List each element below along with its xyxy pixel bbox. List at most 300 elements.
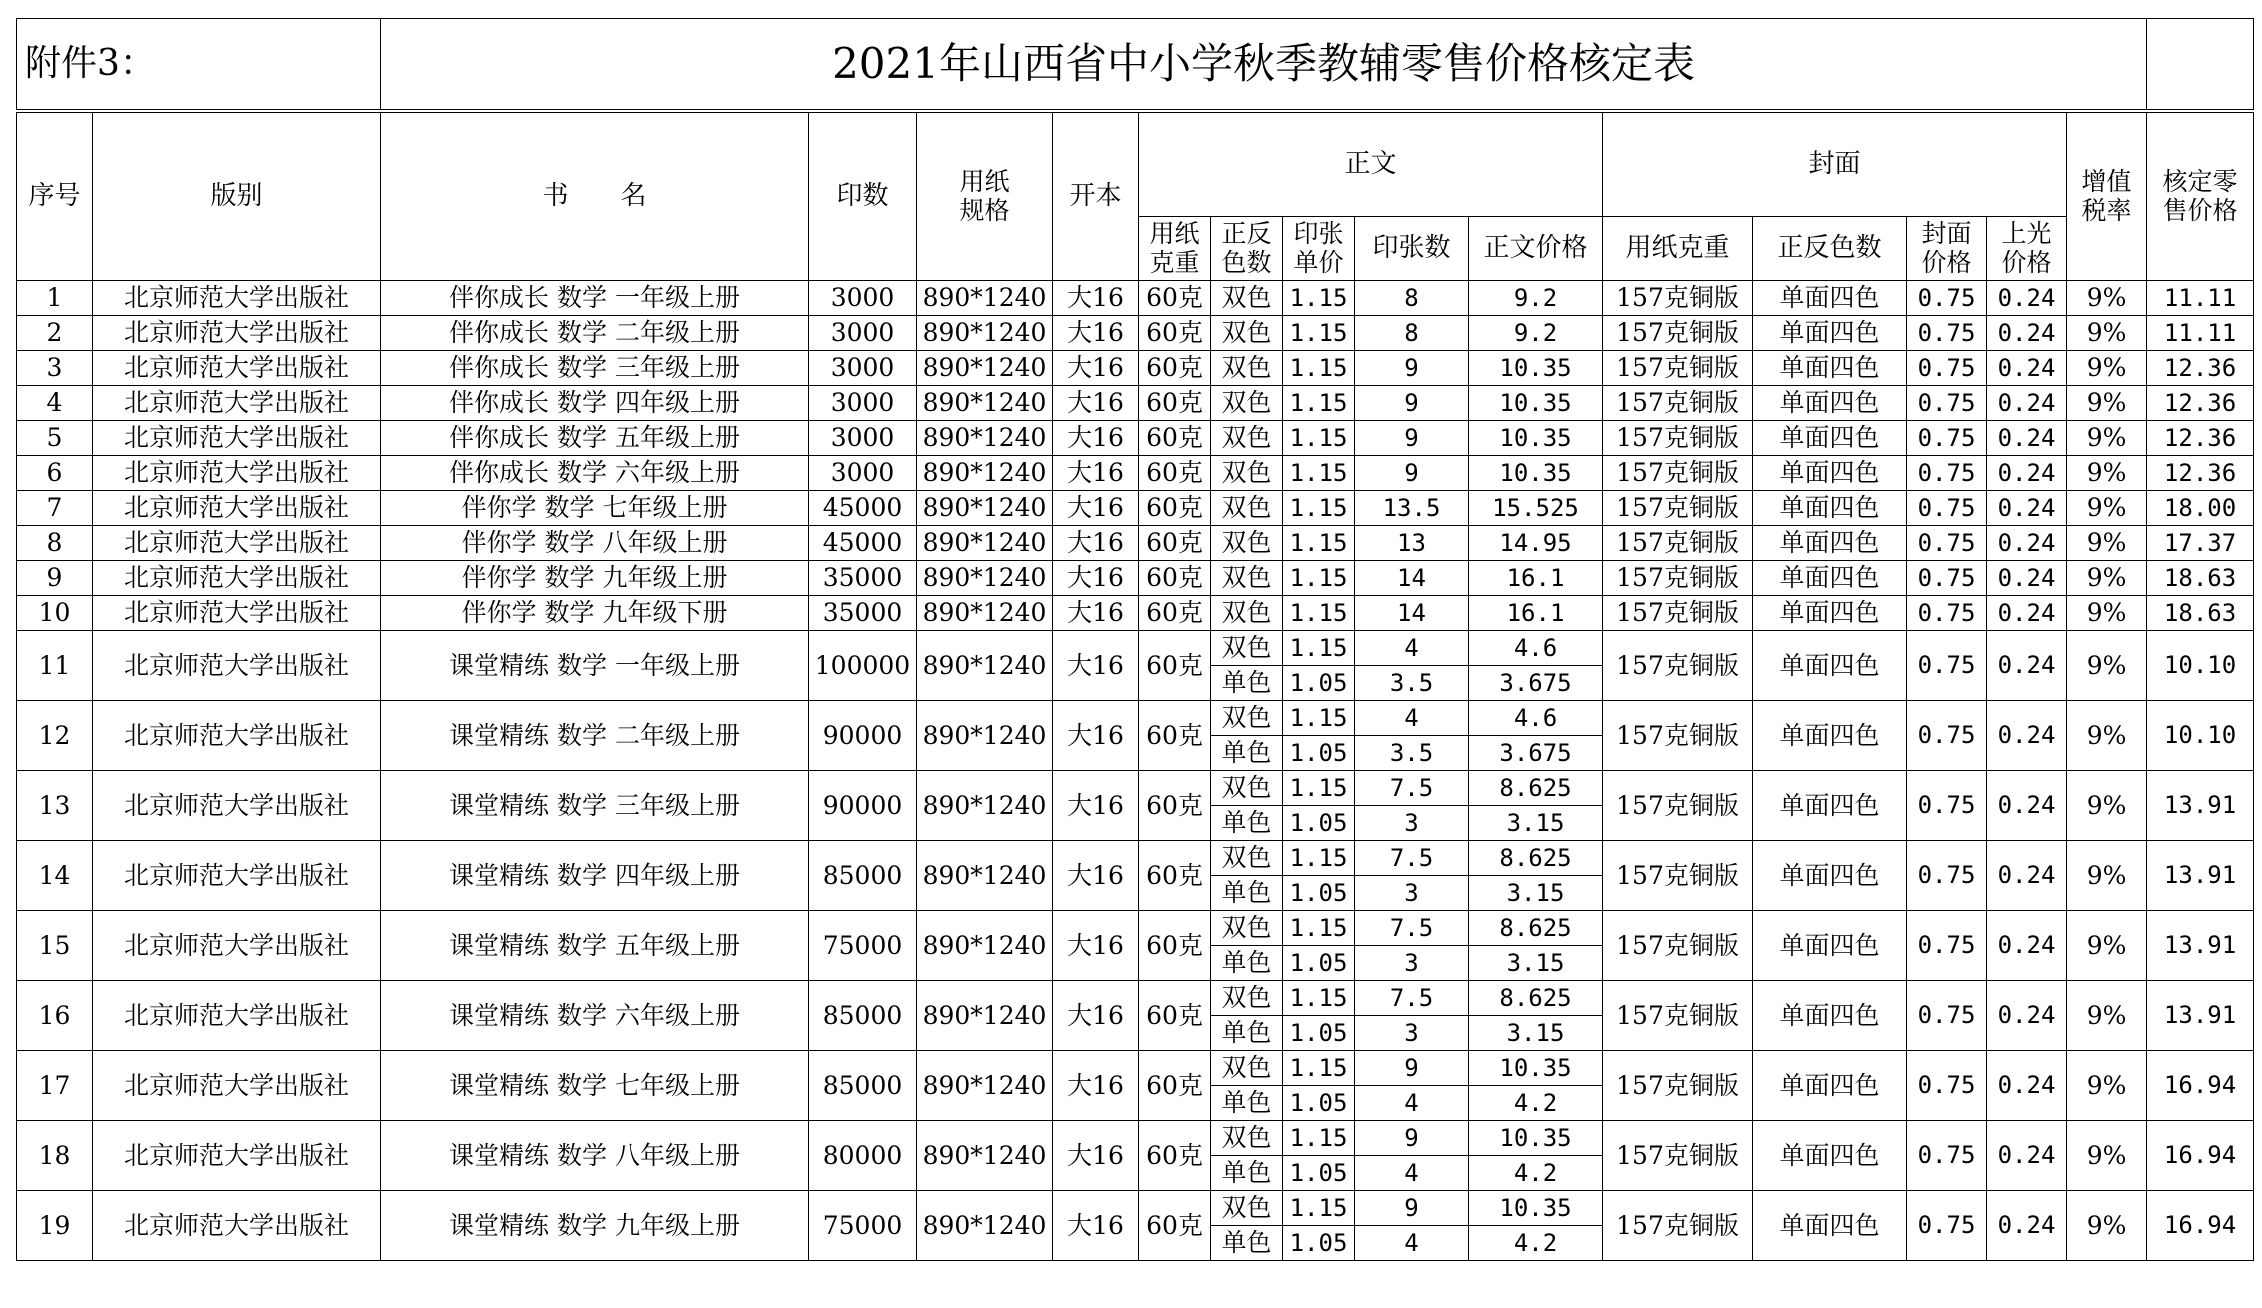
row-cover-paper-weight: 157克铜版 (1603, 491, 1753, 526)
row-publisher: 北京师范大学出版社 (93, 771, 381, 841)
row-cover-paper-weight: 157克铜版 (1603, 701, 1753, 771)
row-seq: 16 (17, 981, 93, 1051)
table-row (17, 841, 2254, 876)
row-body-paper-weight: 60克 (1139, 386, 1211, 421)
price-table-sheet (16, 18, 2253, 1261)
row-print-run: 35000 (809, 561, 917, 596)
row-cover-color: 单面四色 (1753, 351, 1907, 386)
row-retail-price: 16.94 (2147, 1191, 2254, 1261)
header-body-price: 正文价格 (1469, 217, 1603, 281)
attachment-label: 附件3： (17, 19, 381, 110)
row-body-color: 双色 (1211, 631, 1283, 666)
row-cover-price: 0.75 (1907, 911, 1987, 981)
row-publisher: 北京师范大学出版社 (93, 1191, 381, 1261)
table-row (17, 526, 2254, 561)
row-body-price: 10.35 (1469, 1051, 1603, 1086)
row-retail-price: 17.37 (2147, 526, 2254, 561)
row-body-color: 双色 (1211, 1051, 1283, 1086)
row-paper-spec: 890*1240 (917, 491, 1053, 526)
header-retail-price: 核定零 售价格 (2147, 113, 2254, 281)
row-seq: 5 (17, 421, 93, 456)
row-body-color: 单色 (1211, 1086, 1283, 1121)
row-body-color: 双色 (1211, 596, 1283, 631)
row-cover-color: 单面四色 (1753, 596, 1907, 631)
row-body-unit-price: 1.05 (1283, 736, 1355, 771)
row-cover-color: 单面四色 (1753, 526, 1907, 561)
row-cover-paper-weight: 157克铜版 (1603, 1191, 1753, 1261)
row-gloss-price: 0.24 (1987, 526, 2067, 561)
row-vat: 9% (2067, 351, 2147, 386)
row-body-unit-price: 1.15 (1283, 841, 1355, 876)
row-retail-price: 18.63 (2147, 561, 2254, 596)
row-retail-price: 18.00 (2147, 491, 2254, 526)
row-book-title: 课堂精练 数学 三年级上册 (381, 771, 809, 841)
row-format: 大16 (1053, 701, 1139, 771)
row-format: 大16 (1053, 456, 1139, 491)
row-book-title: 伴你成长 数学 一年级上册 (381, 281, 809, 316)
row-cover-color: 单面四色 (1753, 771, 1907, 841)
row-print-run: 80000 (809, 1121, 917, 1191)
row-cover-paper-weight: 157克铜版 (1603, 351, 1753, 386)
table-row (17, 1191, 2254, 1226)
header-book: 书 名 (381, 113, 809, 281)
row-body-price: 3.15 (1469, 876, 1603, 911)
table-row (17, 421, 2254, 456)
row-publisher: 北京师范大学出版社 (93, 386, 381, 421)
row-cover-price: 0.75 (1907, 1191, 1987, 1261)
header-body-color: 正反 色数 (1211, 217, 1283, 281)
row-cover-price: 0.75 (1907, 526, 1987, 561)
row-print-run: 3000 (809, 456, 917, 491)
row-cover-color: 单面四色 (1753, 911, 1907, 981)
row-cover-paper-weight: 157克铜版 (1603, 561, 1753, 596)
row-body-price: 8.625 (1469, 981, 1603, 1016)
row-vat: 9% (2067, 421, 2147, 456)
table-row (17, 281, 2254, 316)
row-body-unit-price: 1.15 (1283, 351, 1355, 386)
row-body-price: 3.15 (1469, 946, 1603, 981)
row-cover-price: 0.75 (1907, 631, 1987, 701)
row-body-sheets: 7.5 (1355, 771, 1469, 806)
row-book-title: 课堂精练 数学 一年级上册 (381, 631, 809, 701)
row-body-paper-weight: 60克 (1139, 456, 1211, 491)
header-format: 开本 (1053, 113, 1139, 281)
row-publisher: 北京师范大学出版社 (93, 491, 381, 526)
table-row (17, 316, 2254, 351)
row-gloss-price: 0.24 (1987, 316, 2067, 351)
row-print-run: 90000 (809, 701, 917, 771)
row-body-sheets: 9 (1355, 1191, 1469, 1226)
row-cover-paper-weight: 157克铜版 (1603, 386, 1753, 421)
row-body-price: 10.35 (1469, 351, 1603, 386)
row-body-color: 单色 (1211, 666, 1283, 701)
row-seq: 13 (17, 771, 93, 841)
row-body-unit-price: 1.15 (1283, 1051, 1355, 1086)
row-body-price: 10.35 (1469, 456, 1603, 491)
row-body-price: 4.6 (1469, 701, 1603, 736)
row-print-run: 45000 (809, 491, 917, 526)
header-cover-paper-weight: 用纸克重 (1603, 217, 1753, 281)
row-body-sheets: 9 (1355, 1121, 1469, 1156)
row-body-sheets: 9 (1355, 1051, 1469, 1086)
row-print-run: 3000 (809, 316, 917, 351)
row-cover-price: 0.75 (1907, 841, 1987, 911)
row-body-price: 3.15 (1469, 1016, 1603, 1051)
row-gloss-price: 0.24 (1987, 421, 2067, 456)
table-row (17, 596, 2254, 631)
row-body-paper-weight: 60克 (1139, 421, 1211, 456)
table-row (17, 1121, 2254, 1156)
row-body-color: 双色 (1211, 421, 1283, 456)
row-body-unit-price: 1.15 (1283, 1121, 1355, 1156)
row-publisher: 北京师范大学出版社 (93, 841, 381, 911)
row-paper-spec: 890*1240 (917, 631, 1053, 701)
row-format: 大16 (1053, 1121, 1139, 1191)
header-body-paper-weight: 用纸 克重 (1139, 217, 1211, 281)
row-body-paper-weight: 60克 (1139, 281, 1211, 316)
row-cover-price: 0.75 (1907, 316, 1987, 351)
row-body-sheets: 9 (1355, 351, 1469, 386)
row-body-color: 单色 (1211, 806, 1283, 841)
row-cover-price: 0.75 (1907, 1121, 1987, 1191)
row-retail-price: 16.94 (2147, 1051, 2254, 1121)
row-vat: 9% (2067, 596, 2147, 631)
row-vat: 9% (2067, 491, 2147, 526)
row-format: 大16 (1053, 981, 1139, 1051)
row-book-title: 伴你学 数学 八年级上册 (381, 526, 809, 561)
row-retail-price: 10.10 (2147, 701, 2254, 771)
row-cover-price: 0.75 (1907, 771, 1987, 841)
row-cover-price: 0.75 (1907, 386, 1987, 421)
row-body-price: 10.35 (1469, 386, 1603, 421)
row-cover-price: 0.75 (1907, 281, 1987, 316)
row-vat: 9% (2067, 561, 2147, 596)
row-seq: 14 (17, 841, 93, 911)
row-publisher: 北京师范大学出版社 (93, 526, 381, 561)
header-gloss-price: 上光 价格 (1987, 217, 2067, 281)
row-body-unit-price: 1.15 (1283, 631, 1355, 666)
row-gloss-price: 0.24 (1987, 1051, 2067, 1121)
row-book-title: 课堂精练 数学 五年级上册 (381, 911, 809, 981)
row-body-price: 9.2 (1469, 281, 1603, 316)
row-gloss-price: 0.24 (1987, 561, 2067, 596)
row-body-sheets: 7.5 (1355, 911, 1469, 946)
row-body-sheets: 4 (1355, 701, 1469, 736)
row-body-paper-weight: 60克 (1139, 491, 1211, 526)
row-cover-paper-weight: 157克铜版 (1603, 316, 1753, 351)
row-book-title: 伴你成长 数学 六年级上册 (381, 456, 809, 491)
table-body (17, 281, 2254, 1261)
row-publisher: 北京师范大学出版社 (93, 911, 381, 981)
row-cover-price: 0.75 (1907, 456, 1987, 491)
row-format: 大16 (1053, 281, 1139, 316)
row-body-unit-price: 1.15 (1283, 771, 1355, 806)
row-body-sheets: 3.5 (1355, 736, 1469, 771)
row-format: 大16 (1053, 1051, 1139, 1121)
row-format: 大16 (1053, 491, 1139, 526)
row-publisher: 北京师范大学出版社 (93, 596, 381, 631)
row-body-price: 8.625 (1469, 841, 1603, 876)
row-paper-spec: 890*1240 (917, 981, 1053, 1051)
row-format: 大16 (1053, 386, 1139, 421)
header-body-group: 正文 (1139, 113, 1603, 217)
row-body-color: 双色 (1211, 1191, 1283, 1226)
row-seq: 19 (17, 1191, 93, 1261)
row-print-run: 85000 (809, 841, 917, 911)
row-print-run: 3000 (809, 351, 917, 386)
row-format: 大16 (1053, 351, 1139, 386)
row-cover-color: 单面四色 (1753, 1121, 1907, 1191)
header-cover-color: 正反色数 (1753, 217, 1907, 281)
row-seq: 18 (17, 1121, 93, 1191)
row-body-sheets: 13 (1355, 526, 1469, 561)
row-paper-spec: 890*1240 (917, 351, 1053, 386)
row-book-title: 课堂精练 数学 二年级上册 (381, 701, 809, 771)
table-row (17, 701, 2254, 736)
row-format: 大16 (1053, 561, 1139, 596)
row-vat: 9% (2067, 771, 2147, 841)
row-body-paper-weight: 60克 (1139, 631, 1211, 701)
title-blank-cell (2147, 19, 2254, 110)
row-cover-paper-weight: 157克铜版 (1603, 1051, 1753, 1121)
row-retail-price: 13.91 (2147, 841, 2254, 911)
row-body-unit-price: 1.15 (1283, 596, 1355, 631)
row-body-unit-price: 1.15 (1283, 456, 1355, 491)
row-body-sheets: 3 (1355, 946, 1469, 981)
row-paper-spec: 890*1240 (917, 911, 1053, 981)
row-seq: 11 (17, 631, 93, 701)
row-print-run: 45000 (809, 526, 917, 561)
row-body-color: 双色 (1211, 771, 1283, 806)
row-body-unit-price: 1.05 (1283, 666, 1355, 701)
row-format: 大16 (1053, 631, 1139, 701)
row-seq: 15 (17, 911, 93, 981)
row-seq: 7 (17, 491, 93, 526)
row-cover-color: 单面四色 (1753, 841, 1907, 911)
table-row (17, 771, 2254, 806)
row-body-unit-price: 1.05 (1283, 1016, 1355, 1051)
table-row (17, 631, 2254, 666)
row-cover-color: 单面四色 (1753, 701, 1907, 771)
price-table (16, 18, 2254, 1261)
row-cover-paper-weight: 157克铜版 (1603, 421, 1753, 456)
row-body-color: 单色 (1211, 1016, 1283, 1051)
row-body-sheets: 3 (1355, 876, 1469, 911)
row-publisher: 北京师范大学出版社 (93, 1121, 381, 1191)
row-print-run: 35000 (809, 596, 917, 631)
row-body-unit-price: 1.15 (1283, 911, 1355, 946)
row-body-price: 3.675 (1469, 736, 1603, 771)
row-cover-paper-weight: 157克铜版 (1603, 456, 1753, 491)
row-book-title: 伴你学 数学 九年级上册 (381, 561, 809, 596)
row-book-title: 伴你学 数学 九年级下册 (381, 596, 809, 631)
row-seq: 3 (17, 351, 93, 386)
row-body-price: 4.2 (1469, 1226, 1603, 1261)
row-paper-spec: 890*1240 (917, 561, 1053, 596)
table-row (17, 981, 2254, 1016)
row-seq: 10 (17, 596, 93, 631)
header-vat: 增值 税率 (2067, 113, 2147, 281)
row-cover-price: 0.75 (1907, 1051, 1987, 1121)
row-body-color: 双色 (1211, 841, 1283, 876)
row-body-sheets: 13.5 (1355, 491, 1469, 526)
row-retail-price: 18.63 (2147, 596, 2254, 631)
row-body-unit-price: 1.05 (1283, 946, 1355, 981)
row-seq: 4 (17, 386, 93, 421)
row-format: 大16 (1053, 316, 1139, 351)
row-body-unit-price: 1.05 (1283, 806, 1355, 841)
row-gloss-price: 0.24 (1987, 841, 2067, 911)
row-cover-color: 单面四色 (1753, 491, 1907, 526)
row-paper-spec: 890*1240 (917, 421, 1053, 456)
row-gloss-price: 0.24 (1987, 386, 2067, 421)
row-format: 大16 (1053, 911, 1139, 981)
row-body-sheets: 7.5 (1355, 981, 1469, 1016)
row-body-unit-price: 1.15 (1283, 281, 1355, 316)
row-cover-price: 0.75 (1907, 561, 1987, 596)
row-cover-price: 0.75 (1907, 596, 1987, 631)
row-body-sheets: 7.5 (1355, 841, 1469, 876)
row-gloss-price: 0.24 (1987, 491, 2067, 526)
row-body-price: 8.625 (1469, 911, 1603, 946)
row-publisher: 北京师范大学出版社 (93, 1051, 381, 1121)
row-body-sheets: 4 (1355, 1086, 1469, 1121)
row-body-sheets: 8 (1355, 281, 1469, 316)
page-title: 2021年山西省中小学秋季教辅零售价格核定表 (381, 19, 2147, 110)
row-vat: 9% (2067, 981, 2147, 1051)
header-print-run: 印数 (809, 113, 917, 281)
row-body-price: 16.1 (1469, 561, 1603, 596)
row-body-sheets: 8 (1355, 316, 1469, 351)
row-body-price: 3.15 (1469, 806, 1603, 841)
row-retail-price: 12.36 (2147, 386, 2254, 421)
row-body-color: 双色 (1211, 281, 1283, 316)
row-cover-color: 单面四色 (1753, 316, 1907, 351)
row-cover-paper-weight: 157克铜版 (1603, 911, 1753, 981)
row-vat: 9% (2067, 386, 2147, 421)
row-seq: 2 (17, 316, 93, 351)
row-publisher: 北京师范大学出版社 (93, 421, 381, 456)
row-gloss-price: 0.24 (1987, 1191, 2067, 1261)
row-paper-spec: 890*1240 (917, 281, 1053, 316)
row-format: 大16 (1053, 771, 1139, 841)
row-cover-color: 单面四色 (1753, 386, 1907, 421)
row-retail-price: 10.10 (2147, 631, 2254, 701)
row-body-color: 双色 (1211, 386, 1283, 421)
row-body-price: 3.675 (1469, 666, 1603, 701)
row-body-color: 单色 (1211, 1226, 1283, 1261)
row-publisher: 北京师范大学出版社 (93, 981, 381, 1051)
row-gloss-price: 0.24 (1987, 456, 2067, 491)
header-seq: 序号 (17, 113, 93, 281)
row-body-paper-weight: 60克 (1139, 701, 1211, 771)
row-paper-spec: 890*1240 (917, 386, 1053, 421)
row-body-sheets: 4 (1355, 1156, 1469, 1191)
row-cover-paper-weight: 157克铜版 (1603, 981, 1753, 1051)
row-seq: 6 (17, 456, 93, 491)
row-gloss-price: 0.24 (1987, 1121, 2067, 1191)
row-print-run: 75000 (809, 1191, 917, 1261)
row-body-color: 单色 (1211, 736, 1283, 771)
row-body-color: 双色 (1211, 316, 1283, 351)
row-vat: 9% (2067, 701, 2147, 771)
row-publisher: 北京师范大学出版社 (93, 316, 381, 351)
row-retail-price: 13.91 (2147, 911, 2254, 981)
row-gloss-price: 0.24 (1987, 631, 2067, 701)
row-body-price: 4.2 (1469, 1156, 1603, 1191)
row-vat: 9% (2067, 316, 2147, 351)
table-row (17, 911, 2254, 946)
row-book-title: 伴你成长 数学 三年级上册 (381, 351, 809, 386)
row-body-color: 双色 (1211, 981, 1283, 1016)
row-cover-paper-weight: 157克铜版 (1603, 631, 1753, 701)
row-book-title: 伴你成长 数学 五年级上册 (381, 421, 809, 456)
row-gloss-price: 0.24 (1987, 701, 2067, 771)
row-body-color: 双色 (1211, 491, 1283, 526)
row-body-unit-price: 1.05 (1283, 1156, 1355, 1191)
row-book-title: 伴你学 数学 七年级上册 (381, 491, 809, 526)
row-book-title: 伴你成长 数学 二年级上册 (381, 316, 809, 351)
row-format: 大16 (1053, 596, 1139, 631)
row-body-paper-weight: 60克 (1139, 1191, 1211, 1261)
row-format: 大16 (1053, 526, 1139, 561)
row-cover-color: 单面四色 (1753, 1191, 1907, 1261)
row-book-title: 课堂精练 数学 七年级上册 (381, 1051, 809, 1121)
table-row (17, 491, 2254, 526)
row-body-paper-weight: 60克 (1139, 981, 1211, 1051)
row-body-price: 16.1 (1469, 596, 1603, 631)
row-body-price: 4.2 (1469, 1086, 1603, 1121)
row-cover-color: 单面四色 (1753, 981, 1907, 1051)
row-cover-color: 单面四色 (1753, 631, 1907, 701)
row-body-paper-weight: 60克 (1139, 351, 1211, 386)
row-body-unit-price: 1.05 (1283, 876, 1355, 911)
row-body-color: 双色 (1211, 561, 1283, 596)
row-body-color: 单色 (1211, 946, 1283, 981)
row-body-sheets: 4 (1355, 1226, 1469, 1261)
row-cover-paper-weight: 157克铜版 (1603, 771, 1753, 841)
row-vat: 9% (2067, 911, 2147, 981)
row-cover-paper-weight: 157克铜版 (1603, 841, 1753, 911)
row-cover-price: 0.75 (1907, 981, 1987, 1051)
row-paper-spec: 890*1240 (917, 1121, 1053, 1191)
row-book-title: 课堂精练 数学 六年级上册 (381, 981, 809, 1051)
row-seq: 9 (17, 561, 93, 596)
row-publisher: 北京师范大学出版社 (93, 631, 381, 701)
row-body-unit-price: 1.15 (1283, 526, 1355, 561)
header-body-sheets: 印张数 (1355, 217, 1469, 281)
header-publisher: 版别 (93, 113, 381, 281)
row-vat: 9% (2067, 841, 2147, 911)
row-body-paper-weight: 60克 (1139, 771, 1211, 841)
row-body-paper-weight: 60克 (1139, 1051, 1211, 1121)
row-gloss-price: 0.24 (1987, 281, 2067, 316)
row-cover-color: 单面四色 (1753, 281, 1907, 316)
row-body-unit-price: 1.15 (1283, 981, 1355, 1016)
row-body-color: 单色 (1211, 876, 1283, 911)
row-vat: 9% (2067, 1191, 2147, 1261)
row-vat: 9% (2067, 456, 2147, 491)
row-body-color: 双色 (1211, 701, 1283, 736)
row-publisher: 北京师范大学出版社 (93, 456, 381, 491)
row-body-unit-price: 1.15 (1283, 1191, 1355, 1226)
row-body-sheets: 9 (1355, 456, 1469, 491)
row-vat: 9% (2067, 631, 2147, 701)
row-seq: 17 (17, 1051, 93, 1121)
row-body-sheets: 9 (1355, 386, 1469, 421)
row-body-paper-weight: 60克 (1139, 316, 1211, 351)
row-paper-spec: 890*1240 (917, 841, 1053, 911)
